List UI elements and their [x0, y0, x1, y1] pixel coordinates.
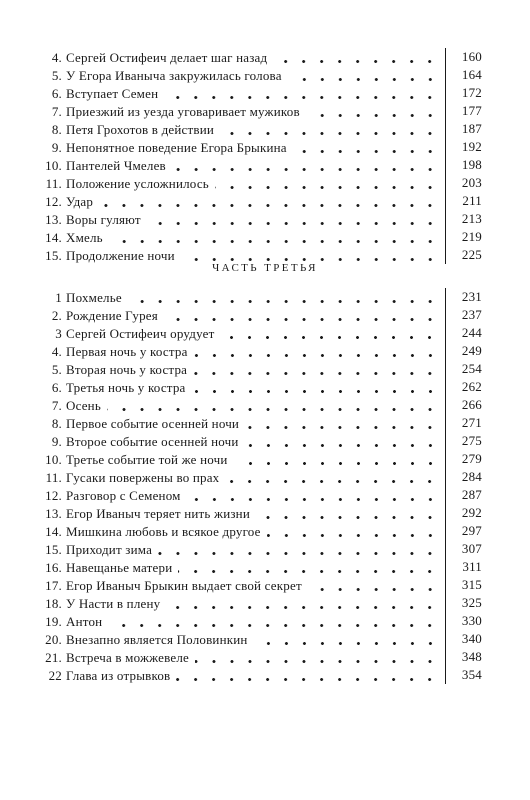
- chapter-title: Воры гуляют: [66, 212, 141, 227]
- chapter-title: Вступает Семен: [66, 86, 159, 101]
- chapter-number: 21.: [45, 650, 62, 665]
- chapter-number: 10.: [45, 158, 62, 173]
- page-number: 187: [445, 120, 482, 138]
- chapter-number: 14.: [45, 230, 62, 245]
- toc-entry: [40, 120, 482, 138]
- page-number: 177: [445, 102, 482, 120]
- page-number: 266: [445, 396, 482, 414]
- chapter-number: 9.: [51, 434, 62, 449]
- toc-part-two-continued: [40, 48, 482, 264]
- toc-entry: [40, 450, 482, 468]
- chapter-number: 9.: [51, 140, 62, 155]
- toc-entry: [40, 192, 482, 210]
- toc-entry: [40, 576, 482, 594]
- page-number: 279: [445, 450, 482, 468]
- chapter-number: 5.: [51, 362, 62, 377]
- dot-leader: [108, 624, 439, 627]
- dot-leader: [107, 408, 439, 411]
- chapter-title: Гусаки повержены во прах: [66, 470, 220, 485]
- chapter-title: Мишкина любовь и всякое другое: [66, 524, 261, 539]
- chapter-number: 4.: [51, 50, 62, 65]
- chapter-number: 15.: [45, 248, 62, 263]
- dot-leader: [225, 480, 439, 483]
- toc-entry: [40, 612, 482, 630]
- page-number: 262: [445, 378, 482, 396]
- chapter-title: У Егора Иваныча закружилась голова: [66, 68, 282, 83]
- toc-entry: [40, 210, 482, 228]
- toc-entry: [40, 522, 482, 540]
- dot-leader: [128, 300, 439, 303]
- chapter-title: Третье событие той же ночи: [66, 452, 228, 467]
- dot-leader: [172, 168, 439, 171]
- dot-leader: [164, 318, 439, 321]
- page-number: 160: [445, 48, 482, 66]
- part-three-heading: ЧАСТЬ ТРЕТЬЯ: [212, 262, 318, 274]
- chapter-title: Петя Грохотов в действии: [66, 122, 215, 137]
- page-number: 315: [445, 576, 482, 594]
- page-number: 330: [445, 612, 482, 630]
- chapter-title: У Насти в плену: [66, 596, 161, 611]
- toc-entry: [40, 558, 482, 576]
- page-number: 225: [445, 246, 482, 264]
- chapter-number: 2.: [51, 308, 62, 323]
- chapter-number: 22: [48, 668, 62, 683]
- page-number: 297: [445, 522, 482, 540]
- chapter-number: 20.: [45, 632, 62, 647]
- chapter-number: 15.: [45, 542, 62, 557]
- dot-leader: [99, 204, 439, 207]
- chapter-title: Антон: [66, 614, 103, 629]
- page-number: 172: [445, 84, 482, 102]
- toc-entry: [40, 288, 482, 306]
- toc-entry: [40, 486, 482, 504]
- page-number: 271: [445, 414, 482, 432]
- chapter-title: Второе событие осенней ночи: [66, 434, 239, 449]
- chapter-number: 6.: [51, 86, 62, 101]
- toc-entry: [40, 84, 482, 102]
- chapter-number: 11.: [45, 470, 62, 485]
- chapter-title: Внезапно является Половинкин: [66, 632, 248, 647]
- chapter-number: 6.: [51, 380, 62, 395]
- toc-entry: [40, 630, 482, 648]
- page-number: 198: [445, 156, 482, 174]
- chapter-number: 8.: [51, 122, 62, 137]
- chapter-number: 4.: [51, 344, 62, 359]
- chapter-title: Егор Иваныч теряет нить жизни: [66, 506, 250, 521]
- dot-leader: [178, 570, 439, 573]
- page-number: 311: [445, 558, 482, 576]
- chapter-number: 7.: [51, 104, 62, 119]
- toc-entry: [40, 468, 482, 486]
- toc-entry: [40, 666, 482, 684]
- dot-leader: [194, 354, 439, 357]
- dot-leader: [187, 498, 439, 501]
- toc-entry: [40, 174, 482, 192]
- dot-leader: [215, 186, 439, 189]
- chapter-number: 12.: [45, 194, 62, 209]
- dot-leader: [256, 516, 439, 519]
- chapter-title: Приезжий из уезда уговаривает мужиков: [66, 104, 300, 119]
- chapter-number: 14.: [45, 524, 62, 539]
- dot-leader: [306, 114, 439, 117]
- dot-leader: [176, 678, 439, 681]
- toc-entry: [40, 414, 482, 432]
- chapter-number: 11.: [45, 176, 62, 191]
- chapter-number: 16.: [45, 560, 62, 575]
- chapter-number: 13.: [45, 212, 62, 227]
- dot-leader: [181, 258, 439, 261]
- page-number: 219: [445, 228, 482, 246]
- dot-leader: [245, 426, 439, 429]
- page-number: 203: [445, 174, 482, 192]
- chapter-number: 8.: [51, 416, 62, 431]
- dot-leader: [158, 552, 439, 555]
- toc-entry: [40, 432, 482, 450]
- dot-leader: [293, 150, 439, 153]
- chapter-title: Встреча в можжевеле: [66, 650, 190, 665]
- chapter-title: Положение усложнилось: [66, 176, 209, 191]
- toc-entry: [40, 102, 482, 120]
- page-number: 231: [445, 288, 482, 306]
- toc-entry: [40, 66, 482, 84]
- chapter-title: Первое событие осенней ночи: [66, 416, 240, 431]
- chapter-title: Пантелей Чмелев: [66, 158, 166, 173]
- page-number: 213: [445, 210, 482, 228]
- chapter-number: 5.: [51, 68, 62, 83]
- dot-leader: [192, 390, 439, 393]
- chapter-number: 1: [55, 290, 62, 305]
- page-number: 354: [445, 666, 482, 684]
- chapter-number: 12.: [45, 488, 62, 503]
- chapter-title: Сергей Остифеич орудует: [66, 326, 215, 341]
- dot-leader: [109, 240, 439, 243]
- page-number: 249: [445, 342, 482, 360]
- dot-leader: [267, 534, 439, 537]
- chapter-title: Рождение Гурея: [66, 308, 158, 323]
- page-number: 164: [445, 66, 482, 84]
- page-number: 254: [445, 360, 482, 378]
- chapter-title: Удар: [66, 194, 94, 209]
- chapter-number: 13.: [45, 506, 62, 521]
- chapter-title: Егор Иваныч Брыкин выдает свой секрет: [66, 578, 302, 593]
- dot-leader: [164, 96, 439, 99]
- chapter-title: Хмель: [66, 230, 103, 245]
- dot-leader: [234, 462, 440, 465]
- toc-entry: [40, 324, 482, 342]
- page-number: 211: [445, 192, 482, 210]
- chapter-number: 18.: [45, 596, 62, 611]
- dot-leader: [193, 372, 439, 375]
- chapter-title: Осень: [66, 398, 101, 413]
- page-number: 287: [445, 486, 482, 504]
- chapter-number: 19.: [45, 614, 62, 629]
- toc-entry: [40, 378, 482, 396]
- chapter-number: 7.: [51, 398, 62, 413]
- chapter-title: Навещанье матери: [66, 560, 173, 575]
- toc-part-three: [40, 288, 482, 684]
- dot-leader: [195, 660, 439, 663]
- dot-leader: [308, 588, 439, 591]
- dot-leader: [273, 60, 439, 63]
- chapter-title: Приходит зима: [66, 542, 153, 557]
- page-number: 292: [445, 504, 482, 522]
- dot-leader: [220, 132, 439, 135]
- toc-entry: [40, 594, 482, 612]
- page-number: 284: [445, 468, 482, 486]
- dot-leader: [288, 78, 439, 81]
- chapter-number: 3: [55, 326, 62, 341]
- chapter-title: Непонятное поведение Егора Брыкина: [66, 140, 287, 155]
- page-number: 325: [445, 594, 482, 612]
- chapter-number: 10.: [45, 452, 62, 467]
- toc-entry: [40, 360, 482, 378]
- page-number: 340: [445, 630, 482, 648]
- dot-leader: [147, 222, 439, 225]
- toc-entry: [40, 540, 482, 558]
- chapter-title: Продолжение ночи: [66, 248, 175, 263]
- page-number: 244: [445, 324, 482, 342]
- chapter-title: Глава из отрывков: [66, 668, 171, 683]
- toc-entry: [40, 396, 482, 414]
- toc-entry: [40, 228, 482, 246]
- chapter-number: 17.: [45, 578, 62, 593]
- chapter-title: Сергей Остифеич делает шаг назад: [66, 50, 268, 65]
- toc-entry: [40, 648, 482, 666]
- dot-leader: [245, 444, 439, 447]
- chapter-title: Похмелье: [66, 290, 122, 305]
- chapter-title: Третья ночь у костра: [66, 380, 186, 395]
- toc-entry: [40, 306, 482, 324]
- chapter-title: Первая ночь у костра: [66, 344, 188, 359]
- dot-leader: [254, 642, 439, 645]
- page-number: 307: [445, 540, 482, 558]
- toc-entry: [40, 342, 482, 360]
- page-number: 192: [445, 138, 482, 156]
- toc-entry: [40, 48, 482, 66]
- page-number: 275: [445, 432, 482, 450]
- toc-entry: [40, 156, 482, 174]
- page-number: 348: [445, 648, 482, 666]
- toc-entry: [40, 504, 482, 522]
- chapter-title: Вторая ночь у костра: [66, 362, 188, 377]
- toc-entry: [40, 138, 482, 156]
- dot-leader: [166, 606, 439, 609]
- page-number: 237: [445, 306, 482, 324]
- dot-leader: [220, 336, 439, 339]
- chapter-title: Разговор с Семеном: [66, 488, 181, 503]
